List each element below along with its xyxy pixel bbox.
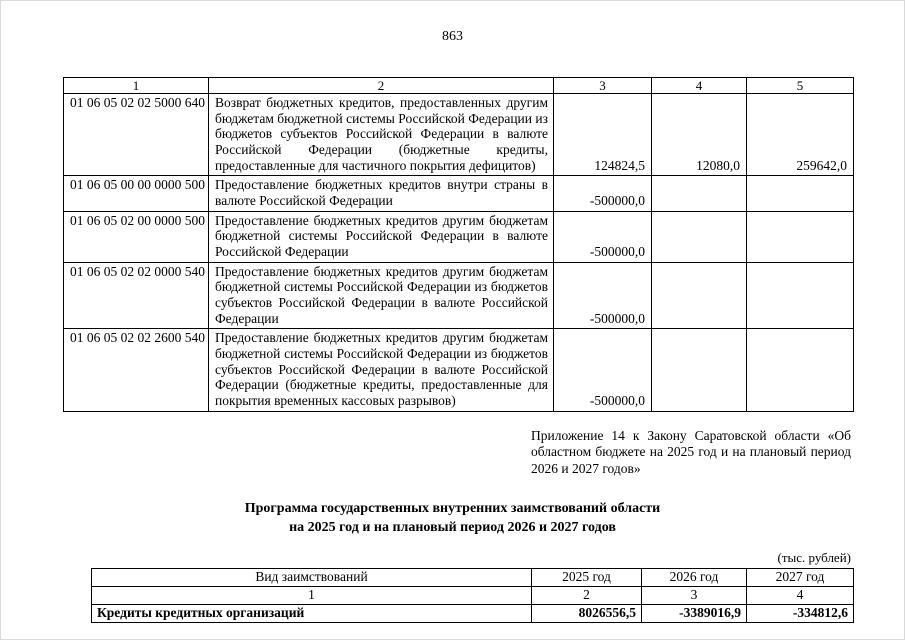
- budget-code-cell: 01 06 05 02 00 0000 500: [64, 211, 209, 262]
- amount-2025-cell: 124824,5: [554, 94, 652, 176]
- amount-2027-cell: 259642,0: [747, 94, 854, 176]
- description-cell: Предоставление бюджетных кредитов другим бюджетам бюджетной системы Российской Федерации из бюджетов субъектов Российской Федерации в валюте Российской Федерации: [209, 262, 554, 329]
- column-header-5: 5: [747, 78, 854, 94]
- budget-code-cell: 01 06 05 00 00 0000 500: [64, 176, 209, 211]
- table-header-row: [64, 78, 854, 94]
- amount-2025-cell: -500000,0: [554, 329, 652, 411]
- borrowings-numbering-row: [92, 586, 854, 604]
- borrowing-2025-cell: 8026556,5: [532, 604, 642, 622]
- amount-2027-cell: [747, 211, 854, 262]
- borrowings-data-row: [92, 604, 854, 622]
- amount-2026-cell: [652, 211, 747, 262]
- column-header-4: 4: [652, 78, 747, 94]
- budget-code-cell: 01 06 05 02 02 5000 640: [64, 94, 209, 176]
- year-2026-header: 2026 год: [642, 568, 747, 586]
- numbering-cell-4: 4: [747, 586, 854, 604]
- amount-2027-cell: [747, 176, 854, 211]
- amount-2026-cell: [652, 329, 747, 411]
- program-title: [1, 500, 904, 538]
- borrowing-2027-cell: -334812,6: [747, 604, 854, 622]
- table-row: [64, 211, 854, 262]
- borrowings-header-row: [92, 568, 854, 586]
- program-title-line-1: Программа государственных внутренних заимствований области: [244, 501, 661, 517]
- table-row: [64, 176, 854, 211]
- amount-2027-cell: [747, 329, 854, 411]
- amount-2026-cell: 12080,0: [652, 94, 747, 176]
- units-note: (тыс. рублей): [777, 549, 851, 565]
- table-row: [64, 329, 854, 411]
- description-cell: Предоставление бюджетных кредитов другим бюджетам бюджетной системы Российской Федерации из бюджетов субъектов Российской Федерации в валюте Российской Федерации (бюджетные кредиты, предоставленные для покрытия временных кассовых разрывов): [209, 329, 554, 411]
- amount-2026-cell: [652, 262, 747, 329]
- budget-credits-table: [63, 77, 854, 412]
- numbering-cell-3: 3: [642, 586, 747, 604]
- amount-2027-cell: [747, 262, 854, 329]
- column-header-2: 2: [209, 78, 554, 94]
- amount-2026-cell: [652, 176, 747, 211]
- budget-code-cell: 01 06 05 02 02 0000 540: [64, 262, 209, 329]
- page-number: 863: [442, 29, 463, 44]
- description-cell: Предоставление бюджетных кредитов другим бюджетам бюджетной системы Российской Федерации в валюте Российской Федерации: [209, 211, 554, 262]
- budget-code-cell: 01 06 05 02 02 2600 540: [64, 329, 209, 411]
- description-cell: Возврат бюджетных кредитов, предоставленных другим бюджетам бюджетной системы Российской Федерации из бюджетов субъектов Российской Федерации в валюте Российской Федерации (бюджетные кредиты, предоставленные для частичного покрытия дефицитов): [209, 94, 554, 176]
- year-2027-header: 2027 год: [747, 568, 854, 586]
- borrowing-type-cell: Кредиты кредитных организаций: [92, 604, 532, 622]
- description-cell: Предоставление бюджетных кредитов внутри страны в валюте Российской Федерации: [209, 176, 554, 211]
- amount-2025-cell: -500000,0: [554, 262, 652, 329]
- amount-2025-cell: -500000,0: [554, 176, 652, 211]
- numbering-cell-2: 2: [532, 586, 642, 604]
- table-row: [64, 262, 854, 329]
- amount-2025-cell: -500000,0: [554, 211, 652, 262]
- table-row: [64, 94, 854, 176]
- column-header-3: 3: [554, 78, 652, 94]
- borrowings-type-header: Вид заимствований: [92, 568, 532, 586]
- appendix-note: Приложение 14 к Закону Саратовской области «Об областном бюджете на 2025 год и на плановый период 2026 и 2027 годов»: [531, 427, 851, 477]
- program-title-line-2: на 2025 год и на плановый период 2026 и 2027 годов: [289, 520, 616, 536]
- borrowings-table: [91, 568, 854, 623]
- column-header-1: 1: [64, 78, 209, 94]
- numbering-cell-1: 1: [92, 586, 532, 604]
- borrowing-2026-cell: -3389016,9: [642, 604, 747, 622]
- year-2025-header: 2025 год: [532, 568, 642, 586]
